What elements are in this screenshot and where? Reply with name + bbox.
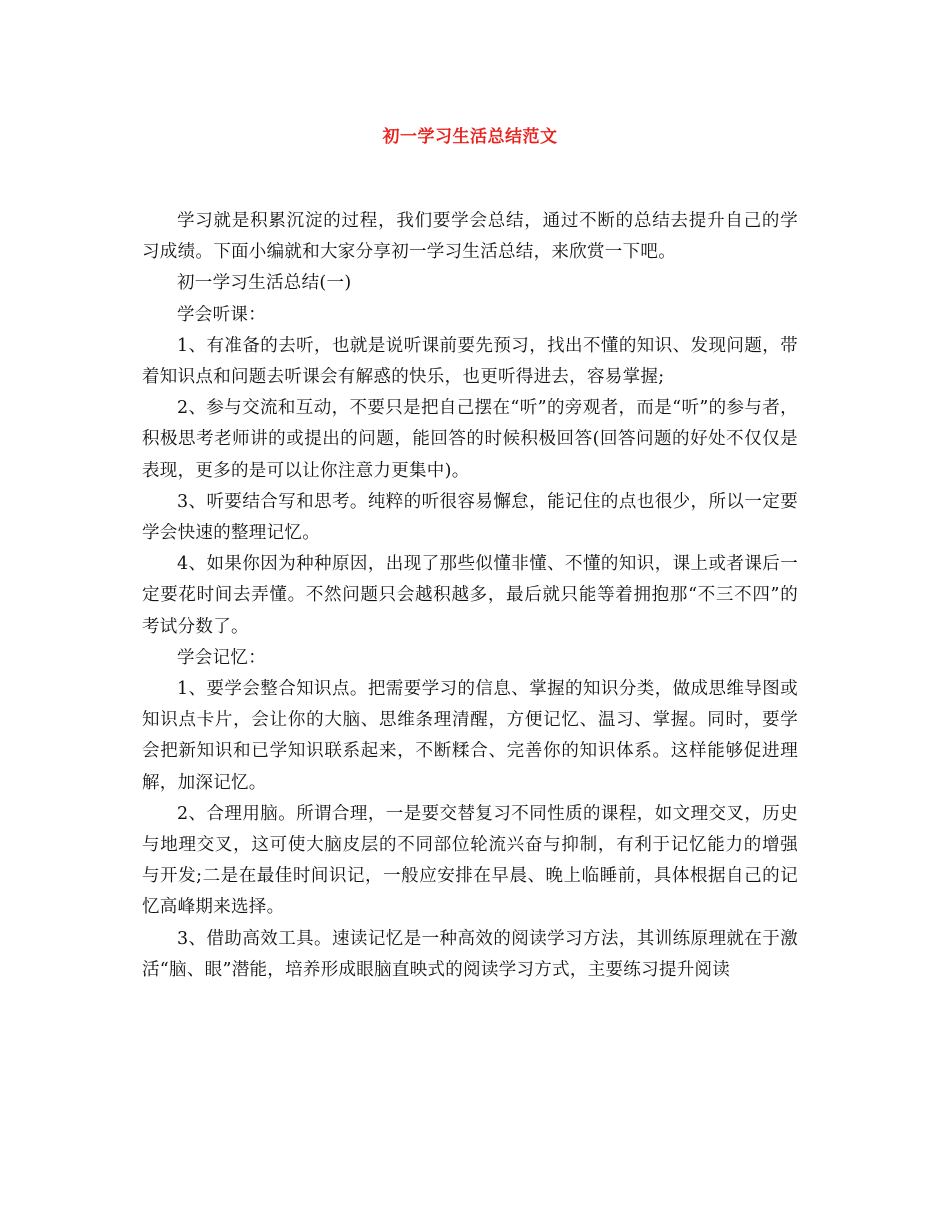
paragraph-listening-2: 2、参与交流和互动，不要只是把自己摆在“听”的旁观者，而是“听”的参与者，积极思考老师讲的或提出的问题，能回答的时候积极回答(回答问题的好处不仅仅是表现，更多的是可以让你注意力更集中)。 [142,398,798,481]
paragraph-listening-4: 4、如果你因为种种原因，出现了那些似懂非懂、不懂的知识，课上或者课后一定要花时间去弄懂。不然问题只会越积越多，最后就只能等着拥抱那“不三不四”的考试分数了。 [142,554,798,637]
paragraph-listening-3: 3、听要结合写和思考。纯粹的听很容易懈怠，能记住的点也很少，所以一定要学会快速的整理记忆。 [142,491,798,544]
paragraph-section-heading: 初一学习生活总结(一) [177,273,352,294]
document-title: 初一学习生活总结范文 [382,127,558,147]
paragraph-memory-1: 1、要学会整合知识点。把需要学习的信息、掌握的知识分类，做成思维导图或知识点卡片，会让你的大脑、思维条理清醒，方便记忆、温习、掌握。同时，要学会把新知识和已学知识联系起来，不断糅合、完善你的知识体系。这样能够促进理解，加深记忆。 [142,679,798,793]
paragraph-memory-3: 3、借助高效工具。速读记忆是一种高效的阅读学习方法，其训练原理就在于激活“脑、眼”潜能，培养形成眼脑直映式的阅读学习方式，主要练习提升阅读 [142,928,798,980]
paragraph-listening-1: 1、有准备的去听，也就是说听课前要先预习，找出不懂的知识、发现问题，带着知识点和问题去听课会有解惑的快乐，也更听得进去，容易掌握; [142,335,798,388]
paragraph-memory-heading: 学会记忆： [177,647,266,668]
paragraph-intro: 学习就是积累沉淀的过程，我们要学会总结，通过不断的总结去提升自己的学习成绩。下面小编就和大家分享初一学习生活总结，来欣赏一下吧。 [142,211,798,263]
paragraph-memory-2: 2、合理用脑。所谓合理，一是要交替复习不同性质的课程，如文理交叉，历史与地理交叉，这可使大脑皮层的不同部位轮流兴奋与抑制，有利于记忆能力的增强与开发;二是在最佳时间识记，一般应安排在早晨、晚上临睡前，具体根据自己的记忆高峰期来选择。 [142,803,798,918]
paragraph-listening-heading: 学会听课： [177,304,266,325]
